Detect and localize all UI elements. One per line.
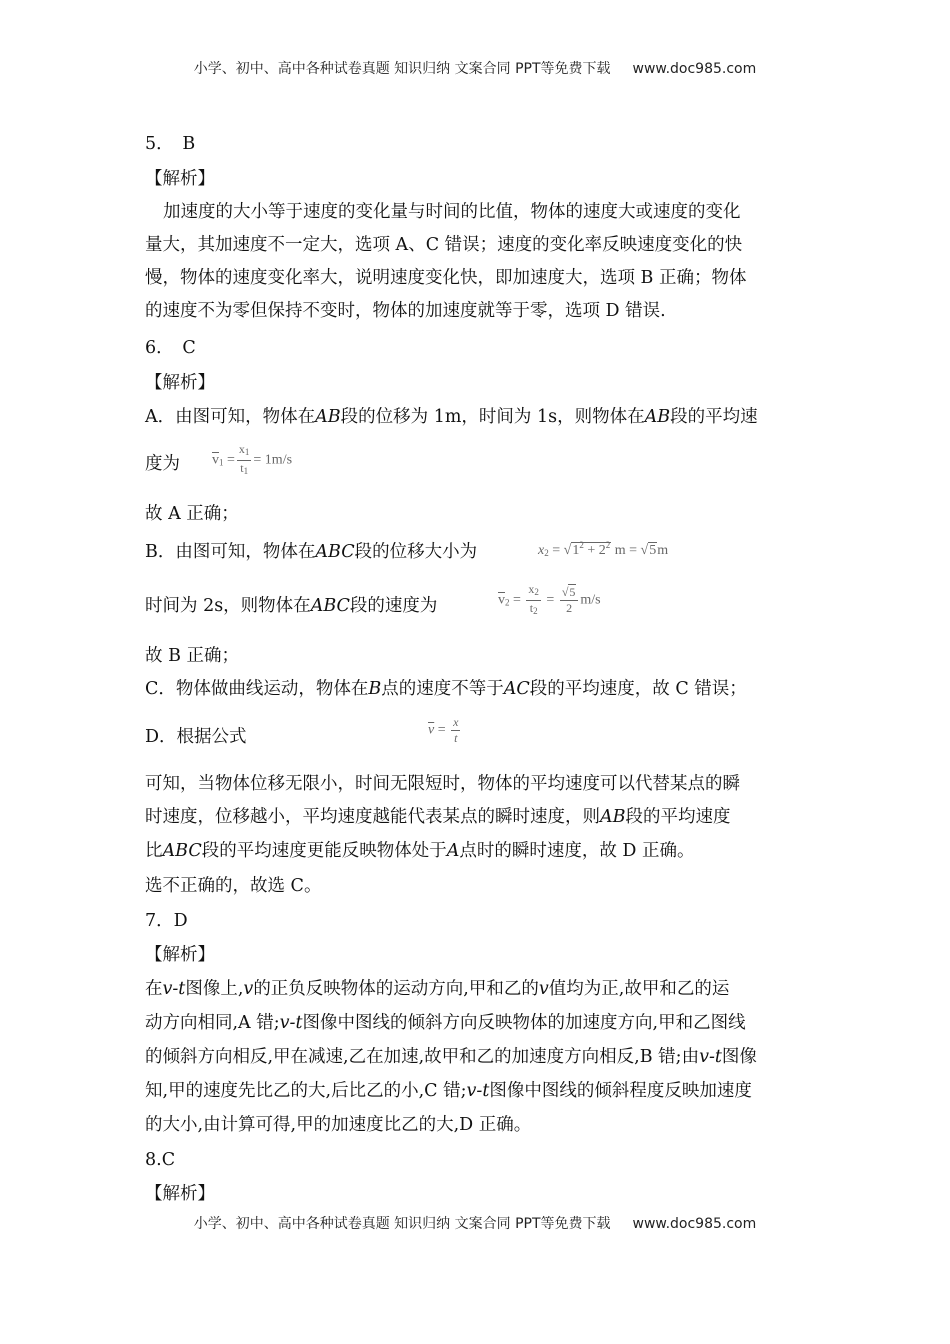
q6-d-line-4: 比ABC段的平均速度更能反映物体处于A点时的瞬时速度，故 D 正确。	[145, 841, 695, 861]
q5-line-4: 的速度不为零但保持不变时，物体的加速度就等于零，选项 D 错误.	[145, 301, 666, 321]
q7-line-5: 的大小,由计算可得,甲的加速度比乙的大,D 正确。	[145, 1115, 532, 1135]
q6-label: 【解析】	[145, 373, 215, 393]
q6-a-line-2: 度为	[145, 454, 180, 474]
q6-a-line-3: 故 A 正确；	[145, 504, 239, 524]
footer-site: www.doc985.com	[632, 1216, 757, 1232]
q5-label: 【解析】	[145, 169, 215, 189]
q7-line-3: 的倾斜方向相反,甲在减速,乙在加速,故甲和乙的加速度方向相反,B 错;由v-t图像	[145, 1047, 757, 1067]
q5-line-3: 慢，物体的速度变化率大，说明速度变化快，即加速度大，选项 B 正确；物体	[145, 268, 747, 288]
q5-line-1: 加速度的大小等于速度的变化量与时间的比值，物体的速度大或速度的变化	[163, 202, 741, 222]
q6-a-line-1: A．由图可知，物体在AB段的位移为 1m，时间为 1s，则物体在AB段的平均速	[145, 407, 758, 427]
q7-line-2: 动方向相同,A 错;v-t图像中图线的倾斜方向反映物体的加速度方向,甲和乙图线	[145, 1013, 746, 1033]
page-footer	[0, 1213, 950, 1233]
q6-final: 选不正确的，故选 C。	[145, 876, 322, 896]
q6-answer: 6． C	[145, 338, 196, 358]
formula-v2: $\overline{v}_2$ = $\frac{x_2}{t_2}$ = $\frac{√5}{2}$ m/s	[498, 582, 601, 616]
header-site: www.doc985.com	[632, 61, 757, 77]
q6-c-line-1: C．物体做曲线运动，物体在B点的速度不等于AC段的平均速度，故 C 错误；	[145, 679, 747, 699]
q7-label: 【解析】	[145, 945, 215, 965]
page-header	[0, 58, 950, 78]
formula-v: $\overline{v}$ = $\frac{x}{t}$	[428, 715, 459, 745]
q8-label: 【解析】	[145, 1184, 215, 1204]
q6-b-line-1: B．由图可知，物体在ABC段的位移大小为	[145, 542, 478, 562]
header-text: 小学、初中、高中各种试卷真题 知识归纳 文案合同 PPT等免费下载	[193, 61, 611, 77]
q5-line-2: 量大，其加速度不一定大，选项 A、C 错误；速度的变化率反映速度变化的快	[145, 235, 743, 255]
footer-text: 小学、初中、高中各种试卷真题 知识归纳 文案合同 PPT等免费下载	[193, 1216, 611, 1232]
formula-x2: $x_2 = √1^2 + 2^2$ m = √5m	[538, 540, 669, 558]
q5-answer: 5． B	[145, 134, 196, 154]
formula-v1: $\overline{v}_1$ = $\frac{x_1}{t_1}$ = 1m/s	[212, 442, 293, 476]
q6-d-line-1: D．根据公式	[145, 727, 247, 747]
q6-b-line-2: 时间为 2s，则物体在ABC段的速度为	[145, 596, 438, 616]
q7-answer: 7．D	[145, 911, 188, 931]
q8-answer: 8.C	[145, 1150, 176, 1170]
q6-d-line-3: 时速度，位移越小，平均速度越能代表某点的瞬时速度，则AB段的平均速度	[145, 807, 731, 827]
q7-line-4: 知,甲的速度先比乙的大,后比乙的小,C 错;v-t图像中图线的倾斜程度反映加速度	[145, 1081, 752, 1101]
q7-line-1: 在v-t图像上,v的正负反映物体的运动方向,甲和乙的v值均为正,故甲和乙的运	[145, 979, 730, 999]
q6-b-line-3: 故 B 正确；	[145, 646, 239, 666]
q6-d-line-2: 可知，当物体位移无限小，时间无限短时，物体的平均速度可以代替某点的瞬	[145, 774, 740, 794]
